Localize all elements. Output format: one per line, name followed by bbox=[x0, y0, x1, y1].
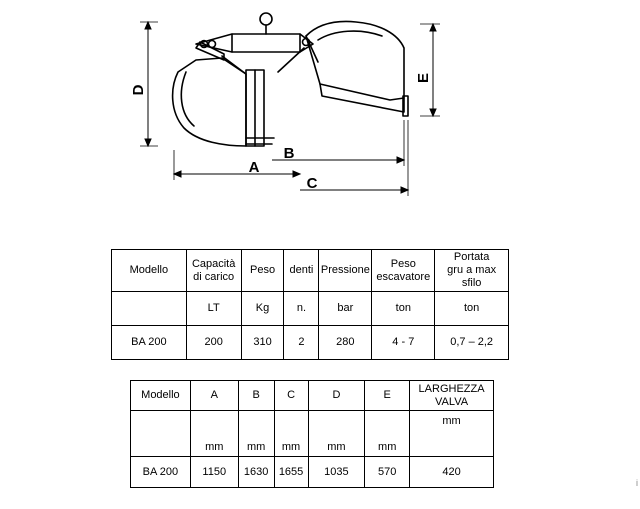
dimensions-unit-cell bbox=[131, 411, 191, 457]
dimensions-value-cell: 1655 bbox=[274, 457, 308, 488]
spec-table-units-row bbox=[112, 292, 509, 326]
dimensions-header-cell: E bbox=[365, 381, 410, 411]
spec-unit-cell: bar bbox=[319, 292, 372, 326]
spec-value-cell: 0,7 – 2,2 bbox=[435, 326, 509, 360]
edge-mark: i bbox=[636, 478, 638, 488]
dimension-label-a: A bbox=[248, 159, 260, 176]
table-row bbox=[112, 326, 509, 360]
dimensions-table-header-row bbox=[131, 381, 494, 411]
left-bucket-shell bbox=[173, 58, 246, 146]
bucket-teeth bbox=[246, 138, 274, 144]
spec-table bbox=[111, 249, 509, 360]
dimension-label-b: B bbox=[283, 145, 295, 162]
dimension-label-e: E bbox=[415, 72, 432, 84]
spec-header-cell: Modello bbox=[112, 250, 187, 292]
spec-header-cell: Capacità di carico bbox=[186, 250, 241, 292]
dimensions-value-cell: BA 200 bbox=[131, 457, 191, 488]
spec-header-cell: Peso escavatore bbox=[372, 250, 435, 292]
dimensions-unit-cell: mm bbox=[410, 411, 494, 457]
dimensions-header-cell: LARGHEZZA VALVA bbox=[410, 381, 494, 411]
spec-unit-cell: LT bbox=[186, 292, 241, 326]
dimensions-table bbox=[130, 380, 494, 488]
spec-unit-cell: ton bbox=[435, 292, 509, 326]
hanging-eye bbox=[260, 13, 272, 25]
table-row bbox=[131, 457, 494, 488]
dimensions-value-cell: 1035 bbox=[308, 457, 365, 488]
spec-value-cell: BA 200 bbox=[112, 326, 187, 360]
dimensions-header-cell: D bbox=[308, 381, 365, 411]
dimensions-value-cell: 570 bbox=[365, 457, 410, 488]
dimension-label-c: C bbox=[306, 175, 318, 192]
dimensions-header-cell: Modello bbox=[131, 381, 191, 411]
dimensions-table-units-row bbox=[131, 411, 494, 457]
spec-unit-cell: Kg bbox=[241, 292, 284, 326]
spec-header-cell: Pressione bbox=[319, 250, 372, 292]
spec-unit-cell bbox=[112, 292, 187, 326]
dimensions-header-cell: A bbox=[190, 381, 238, 411]
spec-unit-cell: ton bbox=[372, 292, 435, 326]
dimensions-unit-cell: mm bbox=[308, 411, 365, 457]
dimensions-header-cell: B bbox=[238, 381, 274, 411]
dimensions-unit-cell: mm bbox=[365, 411, 410, 457]
dimensions-unit-cell: mm bbox=[238, 411, 274, 457]
dimensions-value-cell: 1630 bbox=[238, 457, 274, 488]
dimension-label-d: D bbox=[130, 84, 147, 96]
spec-table-header-row bbox=[112, 250, 509, 292]
spec-header-cell: Portata gru a max sfilo bbox=[435, 250, 509, 292]
dimensions-value-cell: 420 bbox=[410, 457, 494, 488]
dimensions-value-cell: 1150 bbox=[190, 457, 238, 488]
spec-value-cell: 2 bbox=[284, 326, 319, 360]
spec-value-cell: 310 bbox=[241, 326, 284, 360]
spec-unit-cell: n. bbox=[284, 292, 319, 326]
spec-header-cell: denti bbox=[284, 250, 319, 292]
spec-value-cell: 280 bbox=[319, 326, 372, 360]
clamshell-bucket-drawing bbox=[0, 0, 640, 240]
dimensions-unit-cell: mm bbox=[274, 411, 308, 457]
dimensions-unit-cell: mm bbox=[190, 411, 238, 457]
spec-value-cell: 200 bbox=[186, 326, 241, 360]
dimensions-header-cell: C bbox=[274, 381, 308, 411]
spec-value-cell: 4 - 7 bbox=[372, 326, 435, 360]
spec-header-cell: Peso bbox=[241, 250, 284, 292]
